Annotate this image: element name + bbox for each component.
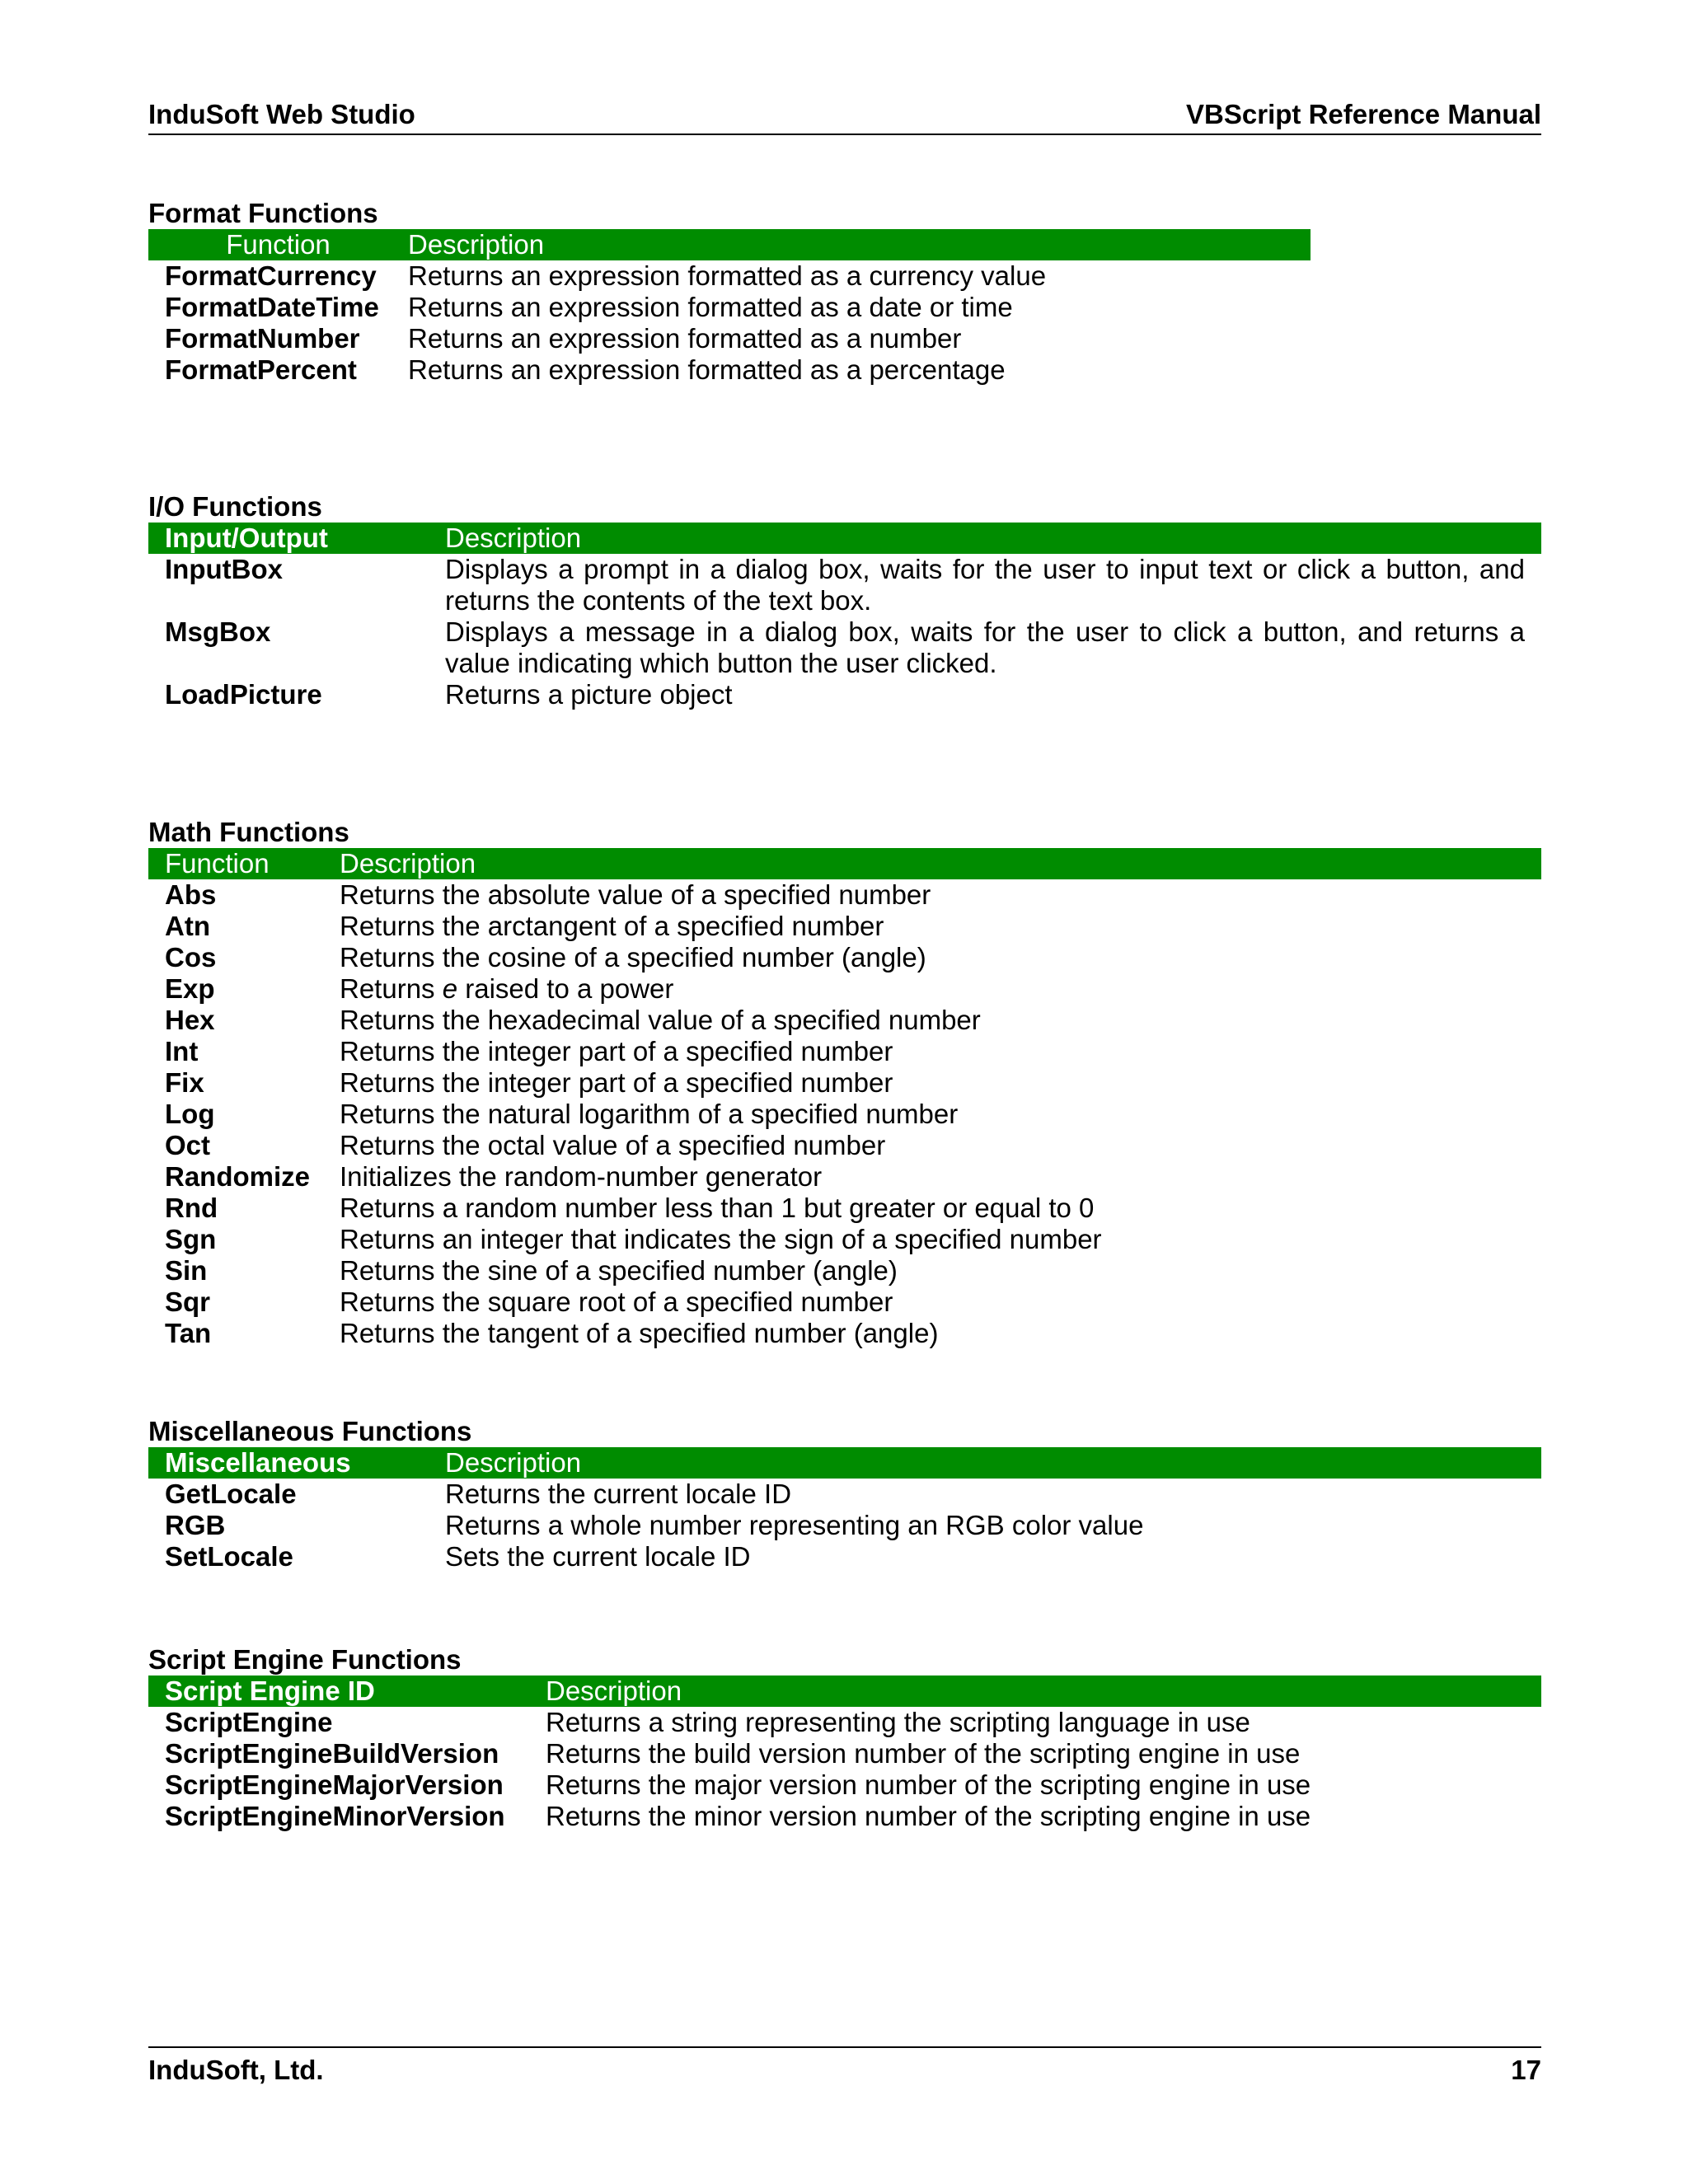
function-name: Atn — [165, 911, 210, 941]
function-name: ScriptEngineMajorVersion — [165, 1769, 504, 1800]
format-functions-section — [148, 198, 1311, 386]
table-row — [148, 1255, 1541, 1286]
header-manual-title: VBScript Reference Manual — [1186, 99, 1541, 129]
table-row — [148, 879, 1541, 911]
table-row — [148, 1286, 1541, 1318]
function-name: SetLocale — [165, 1541, 293, 1572]
section-title: Format Functions — [148, 198, 378, 228]
table-row — [148, 911, 1541, 942]
function-description: Returns the major version number of the scripting engine in use — [546, 1769, 1311, 1800]
table-row — [148, 554, 1541, 616]
function-description: Returns the absolute value of a specified number — [340, 879, 931, 910]
function-description: Displays a prompt in a dialog box, waits for the user to input text or click a button, and returns the contents of the text box. — [445, 554, 1525, 616]
table-row — [148, 1193, 1541, 1224]
table-row — [148, 679, 1541, 710]
function-description: Initializes the random-number generator — [340, 1161, 823, 1192]
column-header: Function — [148, 229, 408, 260]
table-row — [148, 1130, 1541, 1161]
table-row — [148, 616, 1541, 679]
column-header: Input/Output — [148, 523, 445, 554]
function-name: Sin — [165, 1255, 208, 1286]
math-functions-section — [148, 817, 1541, 1349]
section-title: Math Functions — [148, 817, 349, 847]
function-name: Int — [165, 1036, 199, 1066]
function-description: Returns the minor version number of the scripting engine in use — [546, 1801, 1311, 1831]
table-row — [148, 1036, 1541, 1067]
table-row — [148, 1541, 1541, 1572]
function-description: Returns the sine of a specified number (angle) — [340, 1255, 898, 1286]
function-description: Returns an expression formatted as a currency value — [408, 260, 1047, 291]
column-header: Description — [445, 523, 1541, 554]
table-header-row — [148, 1447, 1541, 1479]
function-description: Returns a whole number representing an RGB color value — [445, 1510, 1144, 1540]
column-header: Script Engine ID — [148, 1675, 546, 1707]
section-title: I/O Functions — [148, 491, 322, 522]
function-name: Exp — [165, 973, 215, 1004]
section-title: Script Engine Functions — [148, 1644, 462, 1675]
function-description: Returns the current locale ID — [445, 1479, 792, 1509]
table-header-row — [148, 1675, 1541, 1707]
table-row — [148, 1224, 1541, 1255]
column-header: Miscellaneous — [148, 1447, 445, 1479]
function-name: ScriptEngineMinorVersion — [165, 1801, 505, 1831]
column-header: Description — [340, 848, 1541, 879]
table-row — [148, 354, 1311, 386]
function-name: Randomize — [165, 1161, 311, 1192]
table-header-row — [148, 848, 1541, 879]
miscellaneous-functions-table — [148, 1447, 1541, 1572]
format-functions-table — [148, 229, 1311, 386]
table-row — [148, 942, 1541, 973]
function-description: Sets the current locale ID — [445, 1541, 751, 1572]
function-description: Returns the octal value of a specified number — [340, 1130, 886, 1160]
function-name: Hex — [165, 1005, 215, 1035]
function-name: ScriptEngine — [165, 1707, 333, 1737]
page-number: 17 — [1511, 2055, 1541, 2085]
function-name: Oct — [165, 1130, 211, 1160]
function-name: RGB — [165, 1510, 226, 1540]
function-description: Returns the arctangent of a specified number — [340, 911, 884, 941]
table-row — [148, 260, 1311, 292]
function-name: Log — [165, 1099, 215, 1129]
function-description: Returns an expression formatted as a date or time — [408, 292, 1013, 322]
footer-company-name: InduSoft, Ltd. — [148, 2055, 324, 2085]
function-description: Returns an expression formatted as a percentage — [408, 354, 1006, 385]
column-header: Description — [546, 1675, 1541, 1707]
function-description: Returns the integer part of a specified number — [340, 1067, 893, 1098]
function-name: Fix — [165, 1067, 204, 1098]
section-title: Miscellaneous Functions — [148, 1416, 472, 1446]
function-name: FormatDateTime — [165, 292, 379, 322]
function-name: Sqr — [165, 1286, 211, 1317]
page-footer — [148, 2046, 1541, 2093]
function-name: FormatCurrency — [165, 260, 377, 291]
function-name: FormatPercent — [165, 354, 357, 385]
function-description: Returns the cosine of a specified number (angle) — [340, 942, 926, 972]
function-description: Returns the hexadecimal value of a specified number — [340, 1005, 981, 1035]
function-description: Returns a picture object — [445, 679, 733, 710]
table-row — [148, 1161, 1541, 1193]
table-row — [148, 973, 1541, 1005]
page-header — [148, 97, 1541, 135]
table-row — [148, 292, 1311, 323]
function-description: Returns the natural logarithm of a specified number — [340, 1099, 959, 1129]
function-name: InputBox — [165, 554, 283, 584]
header-product-name: InduSoft Web Studio — [148, 99, 415, 129]
column-header: Description — [445, 1447, 1541, 1479]
column-header: Description — [408, 229, 1311, 260]
table-row — [148, 1707, 1541, 1738]
function-name: Tan — [165, 1318, 212, 1348]
table-row — [148, 1005, 1541, 1036]
table-row — [148, 1318, 1541, 1349]
function-description: Returns the square root of a specified number — [340, 1286, 893, 1317]
script-engine-functions-table — [148, 1675, 1541, 1832]
table-row — [148, 1510, 1541, 1541]
function-name: Sgn — [165, 1224, 217, 1254]
table-header-row — [148, 229, 1311, 260]
function-description: Returns the integer part of a specified number — [340, 1036, 893, 1066]
function-description: Returns the build version number of the scripting engine in use — [546, 1738, 1301, 1769]
column-header: Function — [148, 848, 340, 879]
function-name: FormatNumber — [165, 323, 360, 354]
function-description: Returns a string representing the scripting language in use — [546, 1707, 1250, 1737]
io-functions-section — [148, 491, 1541, 710]
function-description: Returns the tangent of a specified number (angle) — [340, 1318, 939, 1348]
function-description: Returns a random number less than 1 but greater or equal to 0 — [340, 1193, 1095, 1223]
table-row — [148, 1738, 1541, 1769]
function-name: MsgBox — [165, 616, 271, 647]
table-row — [148, 1099, 1541, 1130]
function-name: ScriptEngineBuildVersion — [165, 1738, 499, 1769]
function-name: Rnd — [165, 1193, 218, 1223]
table-row — [148, 1479, 1541, 1510]
io-functions-table — [148, 523, 1541, 710]
function-description: Returns an integer that indicates the sign of a specified number — [340, 1224, 1102, 1254]
table-row — [148, 1067, 1541, 1099]
function-name: Cos — [165, 942, 217, 972]
table-row — [148, 323, 1311, 354]
table-row — [148, 1801, 1541, 1832]
table-header-row — [148, 523, 1541, 554]
math-functions-table — [148, 848, 1541, 1349]
function-name: Abs — [165, 879, 217, 910]
function-description: Returns e raised to a power — [340, 973, 674, 1004]
function-name: LoadPicture — [165, 679, 322, 710]
function-description: Displays a message in a dialog box, waits for the user to click a button, and returns a value indicating which button the user clicked. — [445, 616, 1525, 678]
function-name: GetLocale — [165, 1479, 297, 1509]
miscellaneous-functions-section — [148, 1416, 1541, 1572]
script-engine-functions-section — [148, 1644, 1541, 1832]
table-row — [148, 1769, 1541, 1801]
function-description: Returns an expression formatted as a number — [408, 323, 962, 354]
